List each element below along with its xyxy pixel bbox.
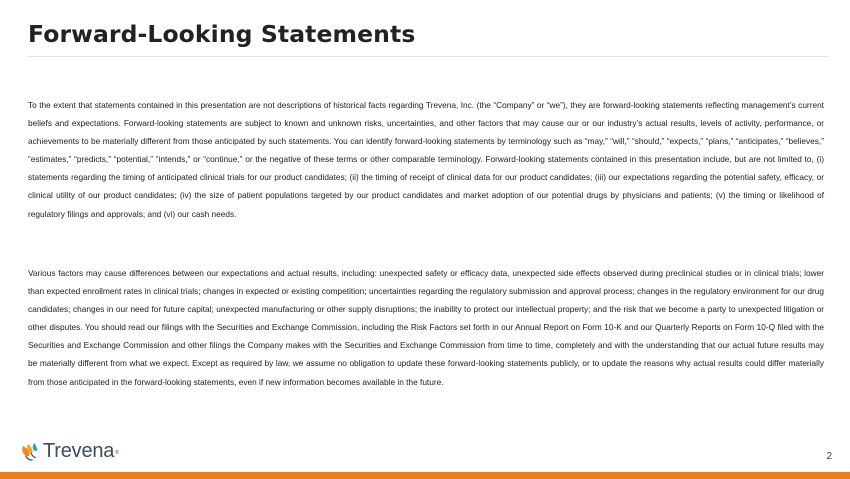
logo-wordmark: Trevena <box>43 440 115 462</box>
trevena-logo-icon <box>19 440 41 462</box>
footer-accent-bar <box>0 472 850 479</box>
slide-title: Forward-Looking Statements <box>28 20 416 48</box>
page-number: 2 <box>826 451 832 462</box>
title-divider <box>28 56 828 57</box>
registered-mark: ® <box>115 450 119 456</box>
paragraph-forward-looking: To the extent that statements contained in this presentation are not descriptions of historical facts regarding Trevena, Inc. (the “Company” or “we”), they are forward-looking statements reflecting management’s current beliefs and expectations. Forward-looking statements are subject to known and unknown risks, uncertainties, and other factors that may cause our or our industry’s actual results, levels of activity, performance, or achievements to be materially different from those anticipated by such statements. You can identify forward-looking statements by terminology such as “may,” “will,” “should,” “expects,” “plans,” “anticipates,” “believes,” “estimates,” “predicts,” “potential,” “intends,” or “continue,” or the negative of these terms or other comparable terminology. Forward-looking statements contained in this presentation include, but are not limited to, (i) statements regarding the timing of anticipated clinical trials for our product candidates; (ii) the timing of receipt of clinical data for our product candidates; (iii) our expectations regarding the potential safety, efficacy, or clinical utility of our product candidates; (iv) the size of patient populations targeted by our product candidates and market adoption of our potential drugs by physicians and patients; (v) the timing or likelihood of regulatory filings and approvals; and (vi) our cash needs. <box>28 100 824 219</box>
paragraph-risk-factors: Various factors may cause differences between our expectations and actual results, including: unexpected safety or efficacy data, unexpected side effects observed during preclinical studies or in clinical trials; lower than expected enrollment rates in clinical trials; changes in expected or existing competition; uncertainties regarding the regulatory submission and approval process; changes in the regulatory environment for our drug candidates; changes in our need for future capital; unexpected manufacturing or other supply disruptions; the inability to protect our intellectual property; and the risk that we become a party to unexpected litigation or other disputes. You should read our filings with the Securities and Exchange Commission, including the Risk Factors set forth in our Annual Report on Form 10-K and our Quarterly Reports on Form 10-Q filed with the Securities and Exchange Commission and other filings the Company makes with the Securities and Exchange Commission from time to time, completely and with the understanding that our actual future results may be materially different from what we expect. Except as required by law, we assume no obligation to update these forward-looking statements publicly, or to update the reasons why actual results could differ materially from those anticipated in the forward-looking statements, even if new information becomes available in the future. <box>28 268 824 387</box>
company-logo <box>19 440 119 462</box>
